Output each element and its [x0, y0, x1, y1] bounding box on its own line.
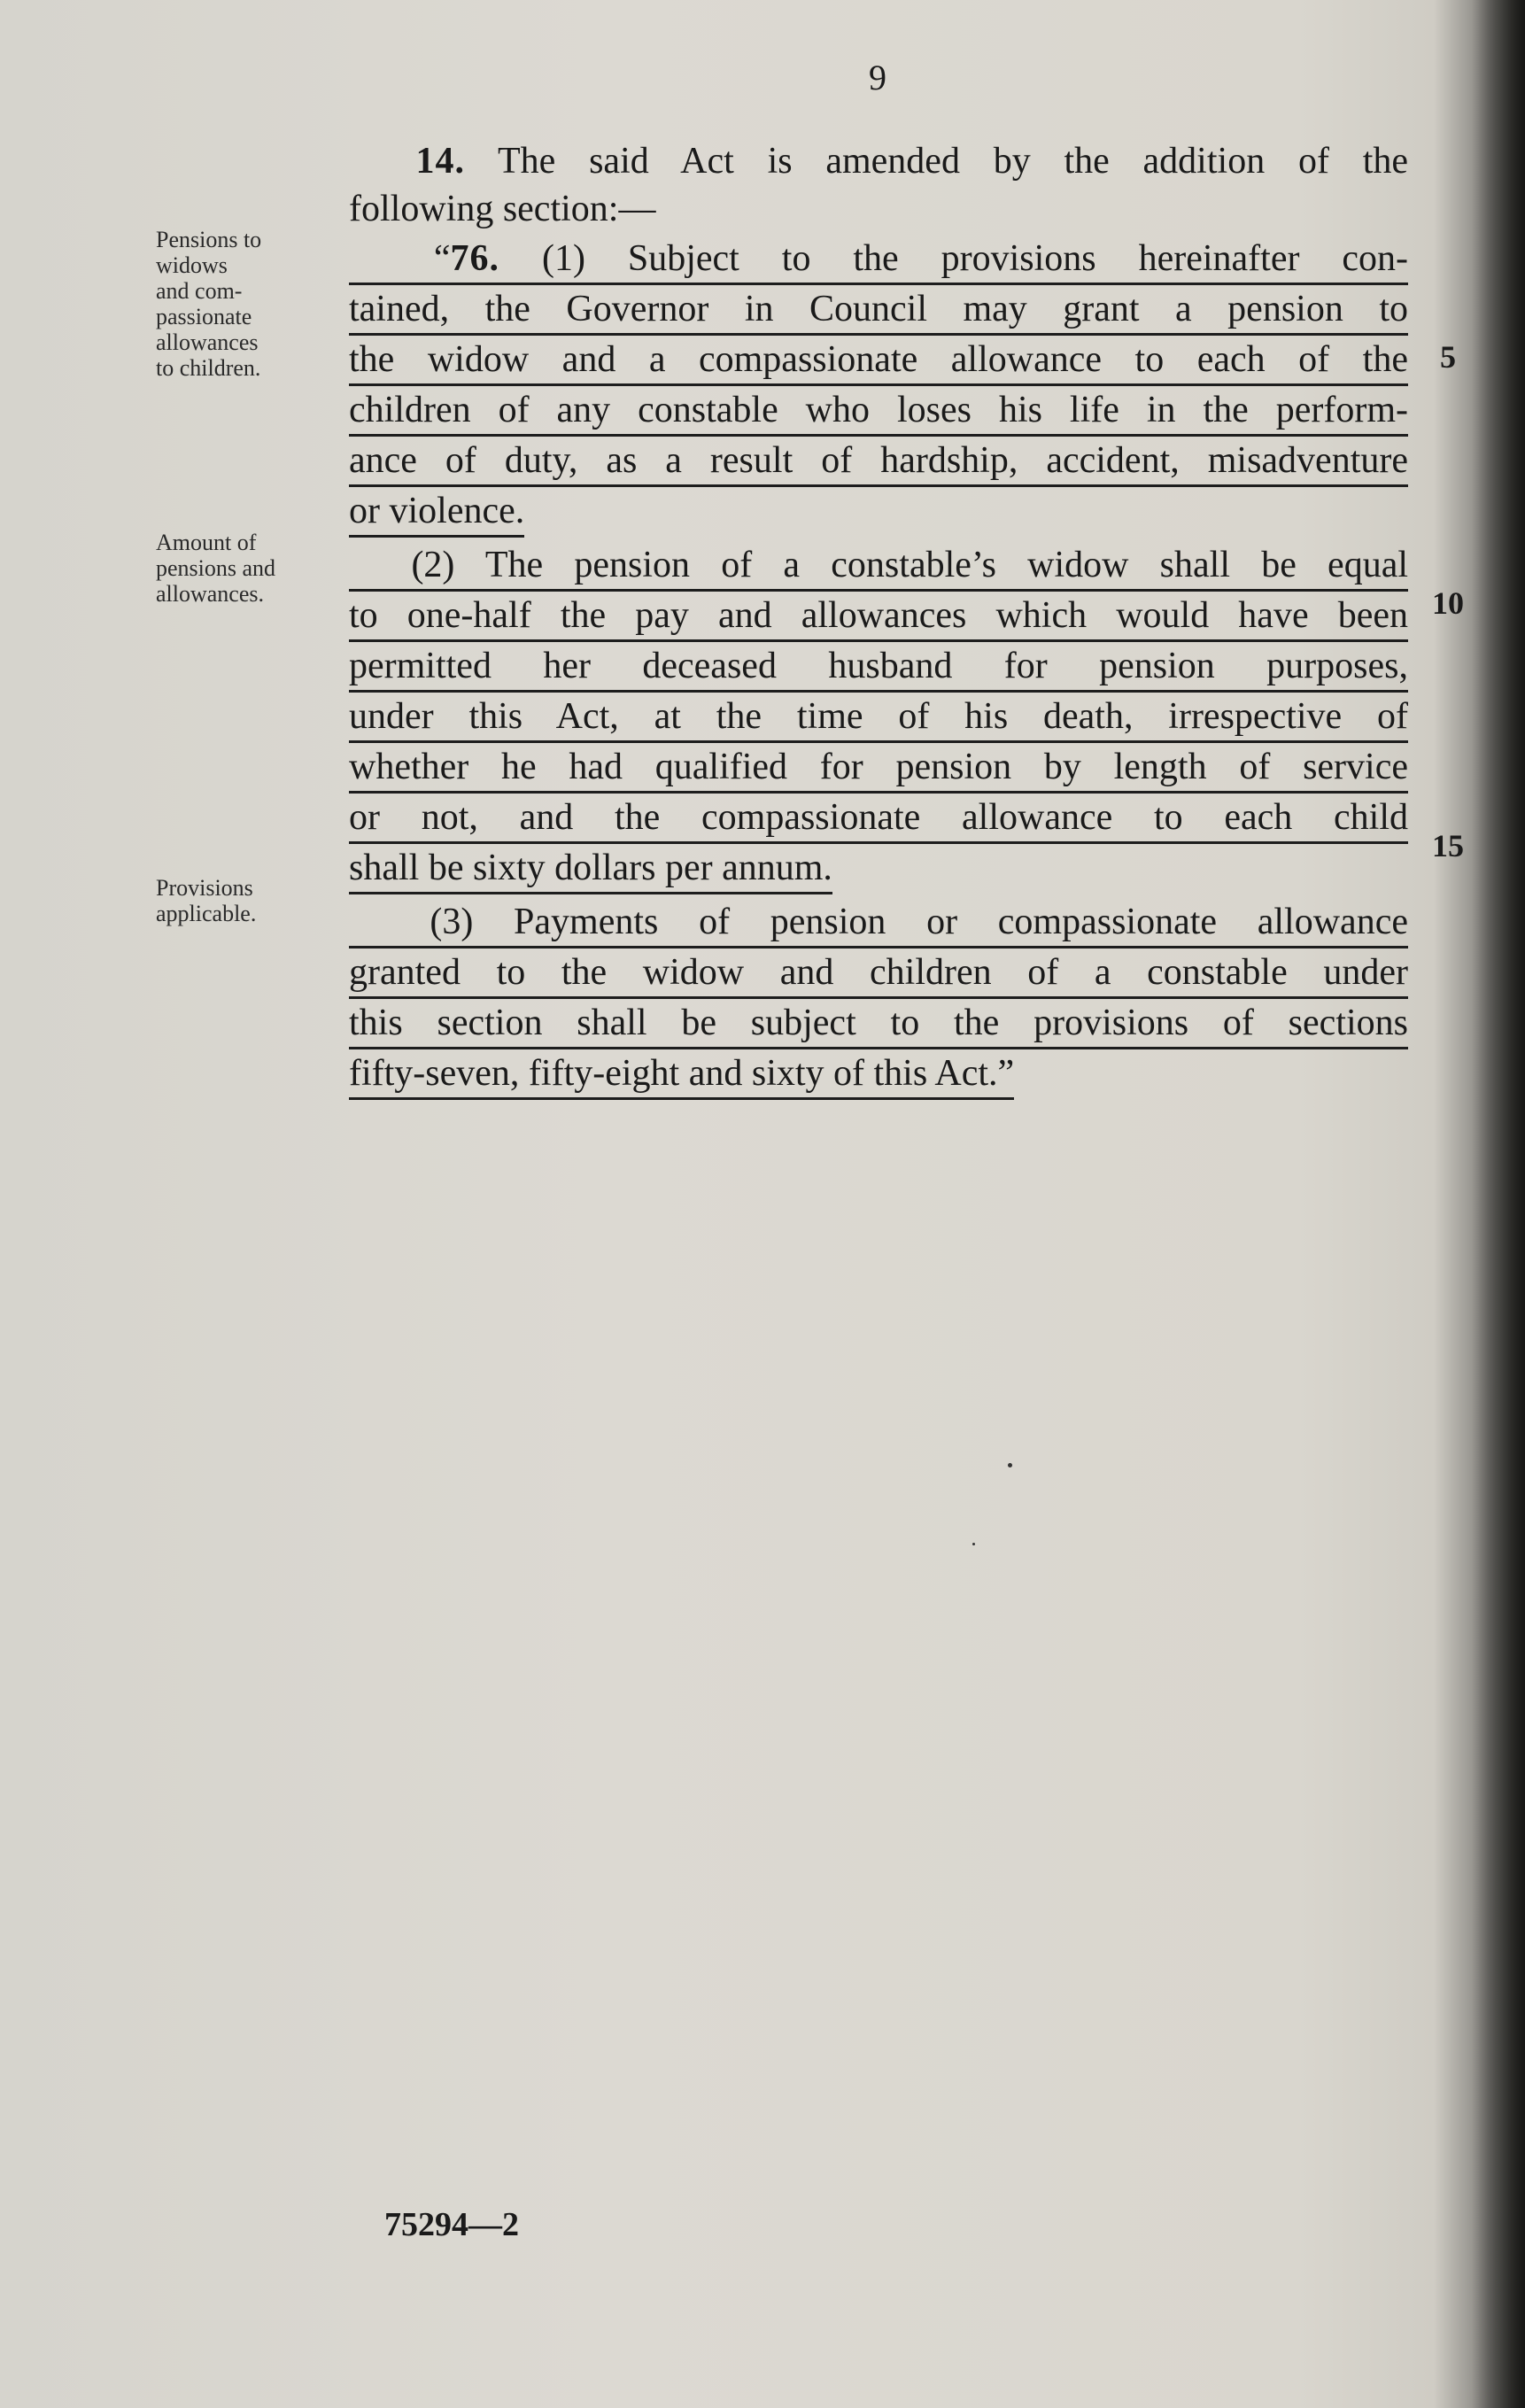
- margin-note-line: applicable.: [156, 901, 257, 926]
- margin-note-line: Pensions to: [156, 227, 262, 252]
- subsection-1-line-1: [349, 235, 1408, 285]
- subsection-3-line-1-text: (3) Payments of pension or compassionate allowance: [430, 902, 1408, 942]
- line-number-15: 15: [1432, 828, 1464, 863]
- subsection-1-line-6: or violence.: [349, 487, 524, 538]
- intro-line-2: following section:—: [349, 189, 656, 229]
- margin-note-line: allowances.: [156, 581, 265, 607]
- intro-line-1-text: The said Act is amended by the addition of the: [465, 141, 1409, 182]
- margin-note-line: allowances: [156, 329, 259, 355]
- paper-speck: [972, 1543, 975, 1545]
- margin-note-pensions: [156, 227, 261, 381]
- subsection-2-line-7: shall be sixty dollars per annum.: [349, 844, 832, 894]
- page-number: 9: [869, 58, 886, 97]
- subsection-1: [349, 235, 1408, 538]
- subsection-1-line-1-text: (1) Subject to the provisions hereinafter con-: [499, 238, 1409, 279]
- subsection-3-line-2: granted to the widow and children of a constable under: [349, 948, 1408, 999]
- intro-paragraph: [349, 137, 1408, 233]
- intro-line-1: [349, 137, 1408, 185]
- page-edge-shadow: [1472, 0, 1525, 2408]
- margin-note-line: pensions and: [156, 555, 276, 581]
- subsection-3-line-1: [349, 898, 1408, 948]
- open-quote: “: [433, 238, 451, 279]
- line-number-10: 10: [1432, 585, 1464, 621]
- margin-note-line: Provisions: [156, 875, 253, 901]
- margin-note-amount: [156, 530, 275, 607]
- main-text: [349, 137, 1408, 1100]
- subsection-2-line-6: or not, and the compassionate allowance to each child: [349, 794, 1408, 844]
- subsection-2-line-1: [349, 541, 1408, 592]
- subsection-1-line-3: the widow and a compassionate allowance to each of the: [349, 336, 1408, 386]
- margin-note-line: Amount of: [156, 530, 257, 555]
- subsection-3: [349, 898, 1408, 1100]
- subsection-2-line-4: under this Act, at the time of his death, irrespective of: [349, 693, 1408, 743]
- subsection-1-line-4: children of any constable who loses his life in the perform-: [349, 386, 1408, 437]
- margin-note-line: widows: [156, 252, 228, 278]
- subsection-2: [349, 541, 1408, 894]
- footer-code: 75294—2: [384, 2206, 519, 2243]
- margin-note-line: and com-: [156, 278, 243, 304]
- subsection-2-line-2: to one-half the pay and allowances which would have been: [349, 592, 1408, 642]
- margin-note-line: to children.: [156, 355, 261, 381]
- section-number-14: 14.: [415, 141, 466, 182]
- subsection-2-line-3: permitted her deceased husband for pension purposes,: [349, 642, 1408, 693]
- margin-note-line: passionate: [156, 304, 252, 329]
- margin-note-provisions: [156, 875, 256, 926]
- subsection-1-line-5: ance of duty, as a result of hardship, accident, misadventure: [349, 437, 1408, 487]
- paper-speck: [1008, 1463, 1012, 1467]
- section-number-76: 76.: [450, 238, 500, 279]
- line-number-5: 5: [1440, 339, 1456, 375]
- subsection-1-line-2: tained, the Governor in Council may grant a pension to: [349, 285, 1408, 336]
- subsection-3-line-3: this section shall be subject to the provisions of sections: [349, 999, 1408, 1049]
- subsection-3-line-4: fifty-seven, fifty-eight and sixty of this Act.”: [349, 1049, 1014, 1100]
- subsection-2-line-1-text: (2) The pension of a constable’s widow shall be equal: [411, 545, 1409, 585]
- subsection-2-line-5: whether he had qualified for pension by length of service: [349, 743, 1408, 794]
